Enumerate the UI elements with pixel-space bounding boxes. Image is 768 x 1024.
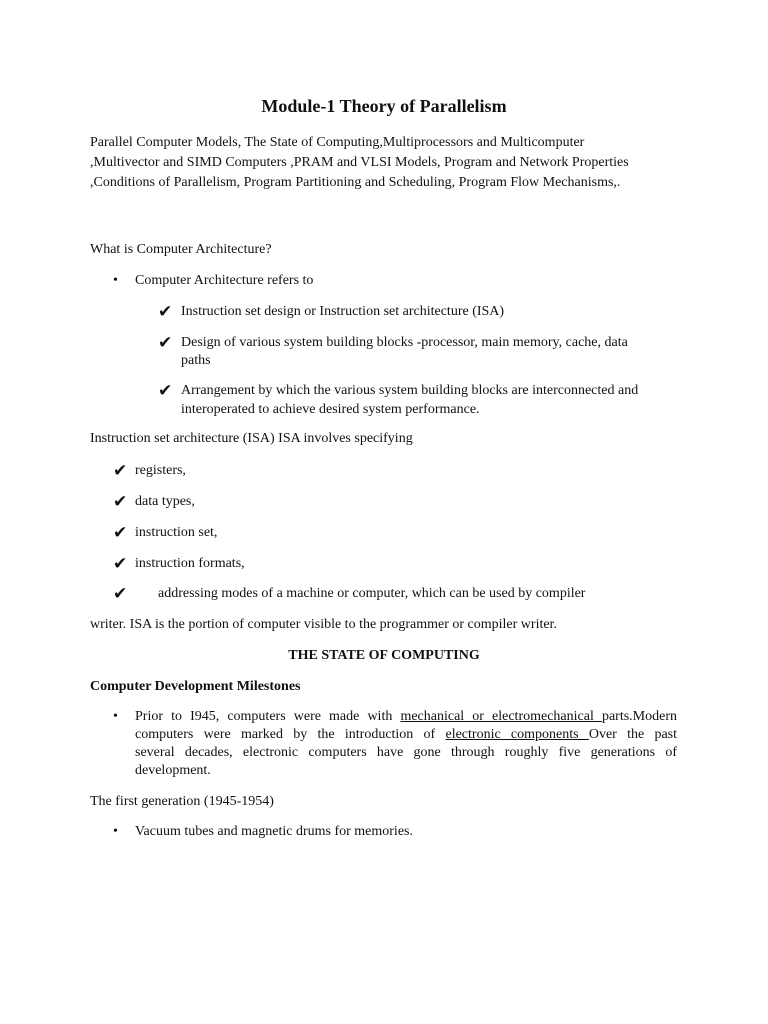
check-icon: ✔: [113, 554, 128, 574]
bullet-icon: •: [113, 709, 118, 724]
isa-item-instruction-set: instruction set,: [135, 525, 218, 540]
bullet-icon: •: [113, 824, 118, 839]
check-icon: ✔: [113, 584, 128, 604]
milestone-line-2-end: Over the past: [588, 727, 677, 742]
arch-item-1: Instruction set design or Instruction set architecture (ISA): [181, 304, 505, 319]
isa-item-data-types: data types,: [135, 494, 195, 509]
intro-line-2: ,Multivector and SIMD Computers ,PRAM and VLSI Models, Program and Network Properties: [90, 155, 629, 170]
milestone-underline-electronic: electronic components: [445, 727, 589, 742]
milestone-line-2-text: computers were marked by the introduction of: [135, 727, 446, 742]
question-heading: What is Computer Architecture?: [90, 242, 272, 257]
isa-tail: writer. ISA is the portion of computer visible to the programmer or compiler writer.: [90, 617, 557, 632]
page-title: Module-1 Theory of Parallelism: [261, 96, 507, 116]
intro-line-3: ,Conditions of Parallelism, Program Partitioning and Scheduling, Program Flow Mechanisms,.: [90, 175, 621, 190]
arch-item-3-line-1: Arrangement by which the various system building blocks are interconnected and: [181, 383, 639, 398]
milestone-line-3: several decades, electronic computers have gone through roughly five generations of: [135, 745, 677, 760]
milestone-underline-mechanical: mechanical or electromechanical: [400, 709, 602, 724]
isa-item-addressing-modes: addressing modes of a machine or computer, which can be used by compiler: [158, 586, 586, 601]
isa-item-instruction-formats: instruction formats,: [135, 556, 245, 571]
isa-item-registers: registers,: [135, 463, 186, 478]
check-icon: ✔: [113, 461, 128, 481]
arch-item-2-line-2: paths: [181, 353, 211, 368]
milestone-line-1-end: parts.Modern: [601, 709, 677, 724]
first-generation-heading: The first generation (1945-1954): [90, 794, 274, 809]
bullet-icon: •: [113, 273, 118, 288]
section-heading: THE STATE OF COMPUTING: [288, 648, 480, 663]
check-icon: ✔: [158, 333, 173, 353]
arch-bullet: Computer Architecture refers to: [135, 273, 314, 288]
intro-line-1: Parallel Computer Models, The State of Computing,Multiprocessors and Multicomputer: [90, 135, 585, 150]
milestone-line-4: development.: [135, 763, 211, 778]
milestone-line-1-text: Prior to I945, computers were made with: [135, 709, 401, 724]
check-icon: ✔: [158, 302, 173, 322]
subheading: Computer Development Milestones: [90, 679, 301, 694]
first-generation-item: Vacuum tubes and magnetic drums for memories.: [135, 824, 413, 839]
arch-item-3-line-2: interoperated to achieve desired system performance.: [181, 402, 480, 417]
milestone-line-2: [135, 726, 677, 744]
check-icon: ✔: [158, 381, 173, 401]
arch-item-2-line-1: Design of various system building blocks -processor, main memory, cache, data: [181, 335, 628, 350]
isa-intro: Instruction set architecture (ISA) ISA involves specifying: [90, 431, 413, 446]
milestone-line-1: [135, 708, 677, 726]
check-icon: ✔: [113, 492, 128, 512]
check-icon: ✔: [113, 523, 128, 543]
